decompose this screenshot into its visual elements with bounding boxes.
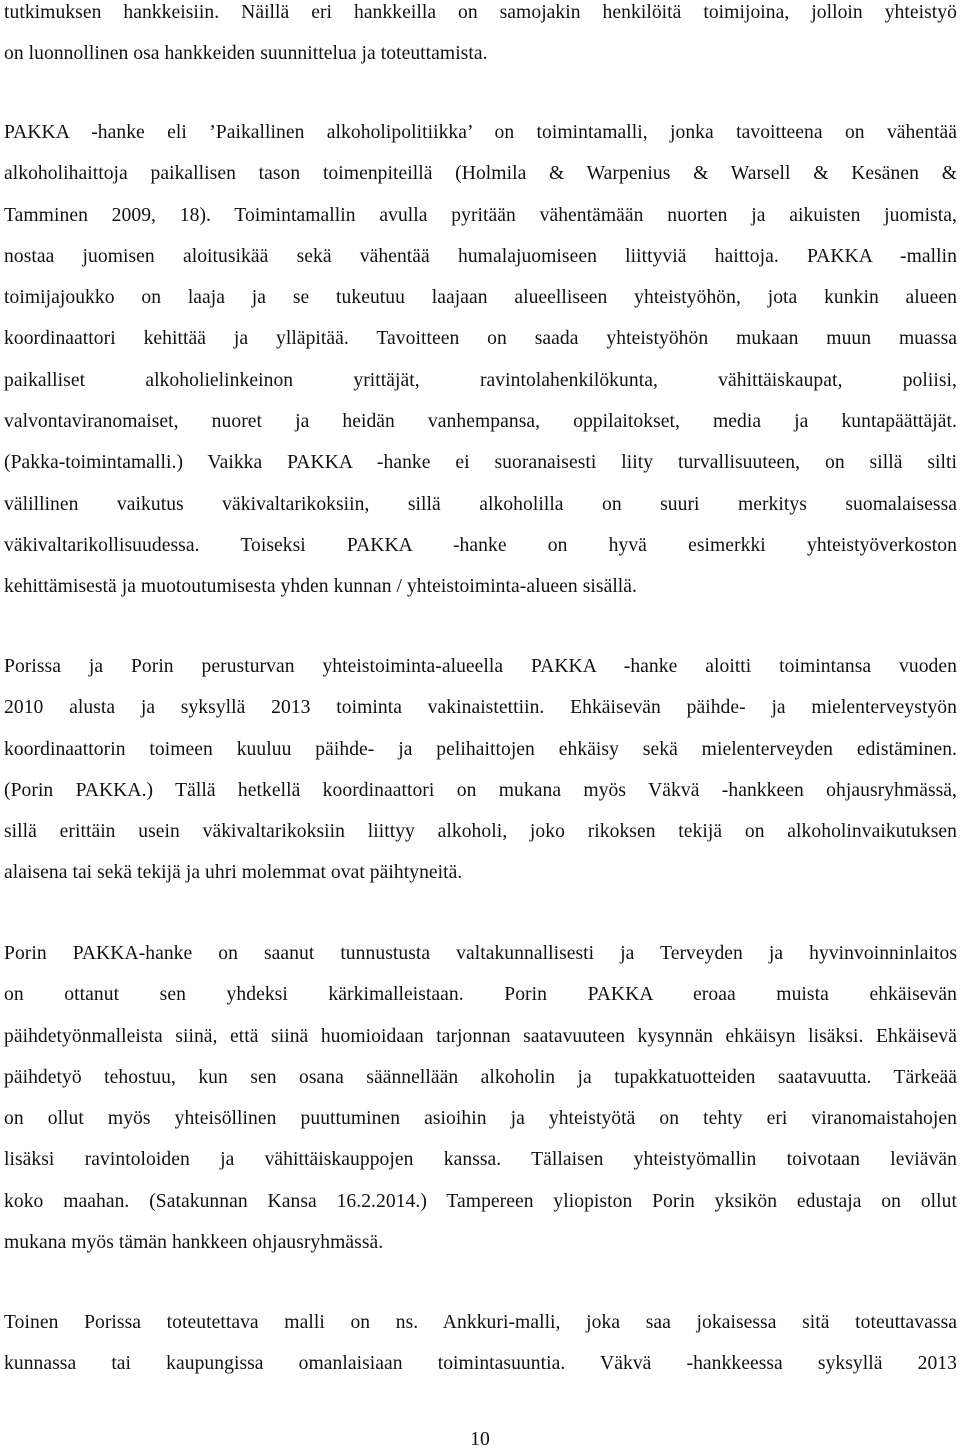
text-line: tutkimuksen hankkeisiin. Näillä eri hankkeilla on samojakin henkilöitä toimijoina, jolloin yhteistyö [4,2,957,23]
text-line: Porissa ja Porin perusturvan yhteistoiminta-alueella PAKKA -hanke aloitti toimintansa vuoden [4,656,957,677]
text-line: sillä erittäin usein väkivaltarikoksiin liittyy alkoholi, joko rikoksen tekijä on alkoholinvaikutuksen [4,821,957,843]
page-number: 10 [470,1429,490,1450]
text-line: välillinen vaikutus väkivaltarikoksiin, sillä alkoholilla on suuri merkitys suomalaisessa [4,493,957,515]
text-line: väkivaltarikollisuudessa. Toiseksi PAKKA -hanke on hyvä esimerkki yhteistyöverkoston [4,534,957,556]
text-line: (Porin PAKKA.) Tällä hetkellä koordinaattori on mukana myös Väkvä -hankkeen ohjausryhmässä, [4,779,957,801]
text-line: on ollut myös yhteisöllinen puuttuminen asioihin ja yhteistyötä on tehty eri viranomaistahojen [4,1108,957,1130]
paragraph-pori-pakka [4,646,957,894]
text-line: (Pakka-toimintamalli.) Vaikka PAKKA -hanke ei suoranaisesti liity turvallisuuteen, on sillä silti [4,452,957,474]
text-line: mukana myös tämän hankkeen ohjausryhmässä. [4,1232,384,1254]
paragraph-pakka-description [4,112,957,608]
paragraph-intro-continuation [4,0,957,75]
text-line: alaisena tai sekä tekijä ja uhri molemmat ovat päihtyneitä. [4,862,463,884]
text-line: nostaa juomisen aloitusikää sekä vähentää humalajuomiseen liittyviä haittoja. PAKKA -mallin [4,245,957,267]
paragraph-pakka-recognition [4,933,957,1263]
text-line: päihdetyönmalleista siinä, että siinä huomioidaan tarjonnan saatavuuteen kysynnän ehkäisyn lisäksi. Ehkäisevä [4,1025,957,1047]
text-line: 2010 alusta ja syksyllä 2013 toiminta vakinaistettiin. Ehkäisevän päihde- ja mielenterveystyön [4,697,957,719]
text-line: Toinen Porissa toteutettava malli on ns. Ankkuri-malli, joka saa jokaisessa sitä toteuttavassa [4,1312,957,1333]
text-line: alkoholihaittoja paikallisen tason toimenpiteillä (Holmila & Warpenius & Warsell & Kesänen & [4,163,957,185]
text-line: paikalliset alkoholielinkeinon yrittäjät, ravintolahenkilökunta, vähittäiskaupat, poliisi, [4,369,957,391]
paragraph-ankkuri-model [4,1302,957,1385]
text-line: valvontaviranomaiset, nuoret ja heidän vanhempansa, oppilaitokset, media ja kuntapäättäjät. [4,411,957,433]
text-line: Porin PAKKA-hanke on saanut tunnustusta valtakunnallisesti ja Terveyden ja hyvinvoinninlaitos [4,943,957,964]
text-line: on luonnollinen osa hankkeiden suunnittelua ja toteuttamista. [4,43,488,65]
text-line: lisäksi ravintoloiden ja vähittäiskauppojen kanssa. Tällaisen yhteistyömallin toivotaan leviävän [4,1149,957,1171]
text-line: koordinaattorin toimeen kuuluu päihde- ja pelihaittojen ehkäisy sekä mielenterveyden edistäminen. [4,738,957,760]
text-line: kehittämisestä ja muotoutumisesta yhden kunnan / yhteistoiminta-alueen sisällä. [4,576,637,598]
text-line: kunnassa tai kaupungissa omanlaisiaan toimintasuuntia. Väkvä -hankkeessa syksyllä 2013 [4,1353,957,1375]
text-line: päihdetyö tehostuu, kun sen osana säännellään alkoholin ja tupakkatuotteiden saatavuutta. Tärkeää [4,1066,957,1088]
text-line: toimijajoukko on laaja ja se tukeutuu laajaan alueelliseen yhteistyöhön, jota kunkin alueen [4,287,957,309]
text-line: koordinaattori kehittää ja ylläpitää. Tavoitteen on saada yhteistyöhön mukaan muun muassa [4,328,957,350]
text-line: PAKKA -hanke eli ’Paikallinen alkoholipolitiikka’ on toimintamalli, jonka tavoitteena on vähentää [4,122,957,143]
text-line: koko maahan. (Satakunnan Kansa 16.2.2014.) Tampereen yliopiston Porin yksikön edustaja on ollut [4,1190,957,1212]
text-line: Tamminen 2009, 18). Toimintamallin avulla pyritään vähentämään nuorten ja aikuisten juomista, [4,204,957,226]
text-line: on ottanut sen yhdeksi kärkimalleistaan. Porin PAKKA eroaa muista ehkäisevän [4,984,957,1006]
